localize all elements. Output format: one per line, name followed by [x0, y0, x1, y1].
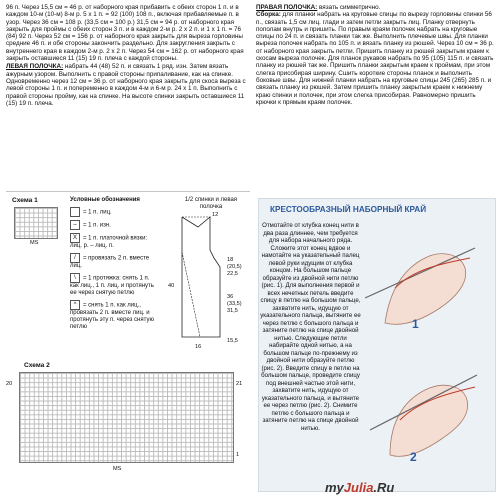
assembly-text: для планки набрать на круговые спицы по вырезу горловины спинки 56 п., связать 1,5 см лиц. глади и затем петли закрыть лиц. Планку отвернуть пополам внутрь и пришить. По правым краям полочек набрать на круговые спицы по 24 п. и связать планки так же. Выполнить плечевые швы. Для планки выреза полочек набрать по 105 п. и вязать планку из рюшей. Через 10 см = 36 р. от наборного края закрыть петли. Пришить планку из рюшей закрытым краем к скосам выреза полочек. Для планок рукавов набрать по 95 (105) 115 п. и связать планку из рюшей так же. Пришить планки закрытым краем к проймам, при этом слегка присобирая ширину. Сшить короткие стороны планок и выполнить боковые швы. Для нижней планки набрать на круговые спицы 245 (265) 285 п. и связать планку из рюшей. Затем пришить планку закрытым краем к нижнему краю спинки и полочек, при этом слегка присобирая. Равномерно пришить крючки к прямым краям полочек. [256, 11, 494, 106]
row-number: 20 [6, 381, 13, 387]
legend-title: Условные обозначения [70, 197, 140, 203]
scheme1-rep: MS [30, 240, 39, 246]
cast-on-text: Отмотайте от клубка конец нити в два раза длиннее, чем требуется для набора начального ряда. Сложите этот конец вдвое и намотайте на указательный палец левой руки идущим от клубка концом. На большом пальце образуйте из двойной нити петлю (рис. 1). Для выполнения первой и всех нечетных петель введите спицу в петлю на большом пальце, захватите нить, идущую от указательного пальца, вытяните ее через петлю с большого пальца и затяните петлю на спице двойной нитью. Следующие петли набирайте одной нитью, а на большом пальце по-прежнему из двойной нити образуйте петлю (рис. 2). Введите спицу в петлю на большом пальце, проведите спицу под внешней частью этой нити, захватите нить, идущую от указательного пальца, и вытяните ее через петлю (рис. 2). Снимите петлю с большого пальца и затяните петлю на спице двойной нитью. [260, 222, 361, 432]
right-front-title: ПРАВАЯ ПОЛОЧКА: [256, 4, 318, 11]
left-front-title: ЛЕВАЯ ПОЛОЧКА: [6, 63, 64, 71]
assembly-title: Сборка: [256, 11, 281, 19]
left-column-text [6, 4, 249, 107]
divider [6, 191, 250, 192]
dim-label: 12 [212, 212, 219, 218]
scheme1-grid [14, 207, 58, 239]
legend-item: = 1 п. лиц. [83, 209, 112, 216]
scheme2-grid [19, 372, 234, 463]
dim-label: (20,5) [227, 264, 242, 270]
legend-item: = 1 п. изн. [83, 222, 111, 229]
garter-icon: X [70, 233, 80, 243]
scheme2-title: Схема 2 [24, 362, 50, 369]
hand-figure-1 [365, 228, 485, 338]
k2tog-icon: / [70, 253, 80, 263]
cast-on-title: КРЕСТООБРАЗНЫЙ НАБОРНЫЙ КРАЙ [270, 205, 427, 214]
pattern-title: 1/2 спинки и левая полочка [184, 197, 238, 210]
purl-icon: – [70, 220, 80, 230]
ssk-icon: \ [70, 273, 80, 283]
row-number: 1 [236, 452, 240, 458]
dim-label: 22,5 [227, 271, 238, 277]
dim-label: 16 [195, 344, 202, 350]
figure-number: 2 [410, 450, 417, 464]
left-front-text: набрать 44 (48) 52 п. и связать 1 ряд. изн. Затем вязать ажурным узором. Выполнить с правой стороны припаливание, как на спинке. Одновременно через 12 см = 36 р. от наборного края закрыть для скоса выреза с левой стороны 1 п. и попеременно в каждом 4-м и 6-м р. 24 х 1 п. Выполнить с правой стороны пройму, как на спинке. На высоте спинки закрыть оставшиеся 11 (15) 19 п. плеча. [6, 63, 246, 107]
sk2p-icon: ^ [70, 300, 80, 310]
dim-label: 31,5 [227, 308, 238, 314]
site-watermark: myJulia.Ru [325, 480, 395, 495]
scheme2-rep: MS [113, 466, 122, 472]
dim-label: 15,5 [227, 338, 238, 344]
legend [70, 197, 158, 331]
dim-label: 40 [168, 283, 175, 289]
dim-label: 18 [227, 257, 234, 263]
legend-item: = снять 1 п. как лиц., провязать 2 п. вместе лиц. и протянуть эту п. через снятую петлю [70, 302, 154, 330]
right-column-text [256, 4, 494, 106]
legend-item: = 1 протяжка: снять 1 п. как лиц., 1 п. лиц. и протянуть ее через снятую петлю [70, 275, 154, 296]
back-text: 96 п. Через 15,5 см = 46 р. от наборного края прибавить с обеих сторон 1 п. и в каждом 10-м (10-м) 8-м р. 5 х 1 п. = 92 (100) 108 п., включая прибавляемые п. в узор. Через 36 см = 108 р. (33,5 см = 100 р.) 31,5 см = 94 р. от наборного края закрыть для проймы с обеих сторон 3 п. и в каждом 2-м р. 2 х 2 п. и 1 х 1 п. = 76 (84) 92 п. Через 52 см = 156 р. от наборного края закрыть для выреза горловины средние 46 п. и обе стороны закончить раздельно. Для закругления закрыть с внутреннего края в каждом 2-м р. 2 х 2 п. Через 54 см = 162 р. от наборного края закрыть оставшиеся 11 (15) 19 п. плеча с каждой стороны. [6, 4, 244, 63]
legend-item: = провязать 2 п. вместе лиц. [70, 255, 150, 269]
hand-figure-2 [365, 345, 485, 465]
row-number: 21 [236, 381, 243, 387]
scheme1-title: Схема 1 [12, 197, 38, 204]
knit-icon [70, 207, 80, 217]
dim-label: (33,5) [227, 301, 242, 307]
figure-number: 1 [412, 317, 419, 331]
legend-item: = 1 п. платочной вязки: лиц. р. – лиц. п. [70, 235, 148, 249]
dim-label: 36 [227, 294, 234, 300]
right-front-text: вязать симметрично. [317, 4, 381, 11]
